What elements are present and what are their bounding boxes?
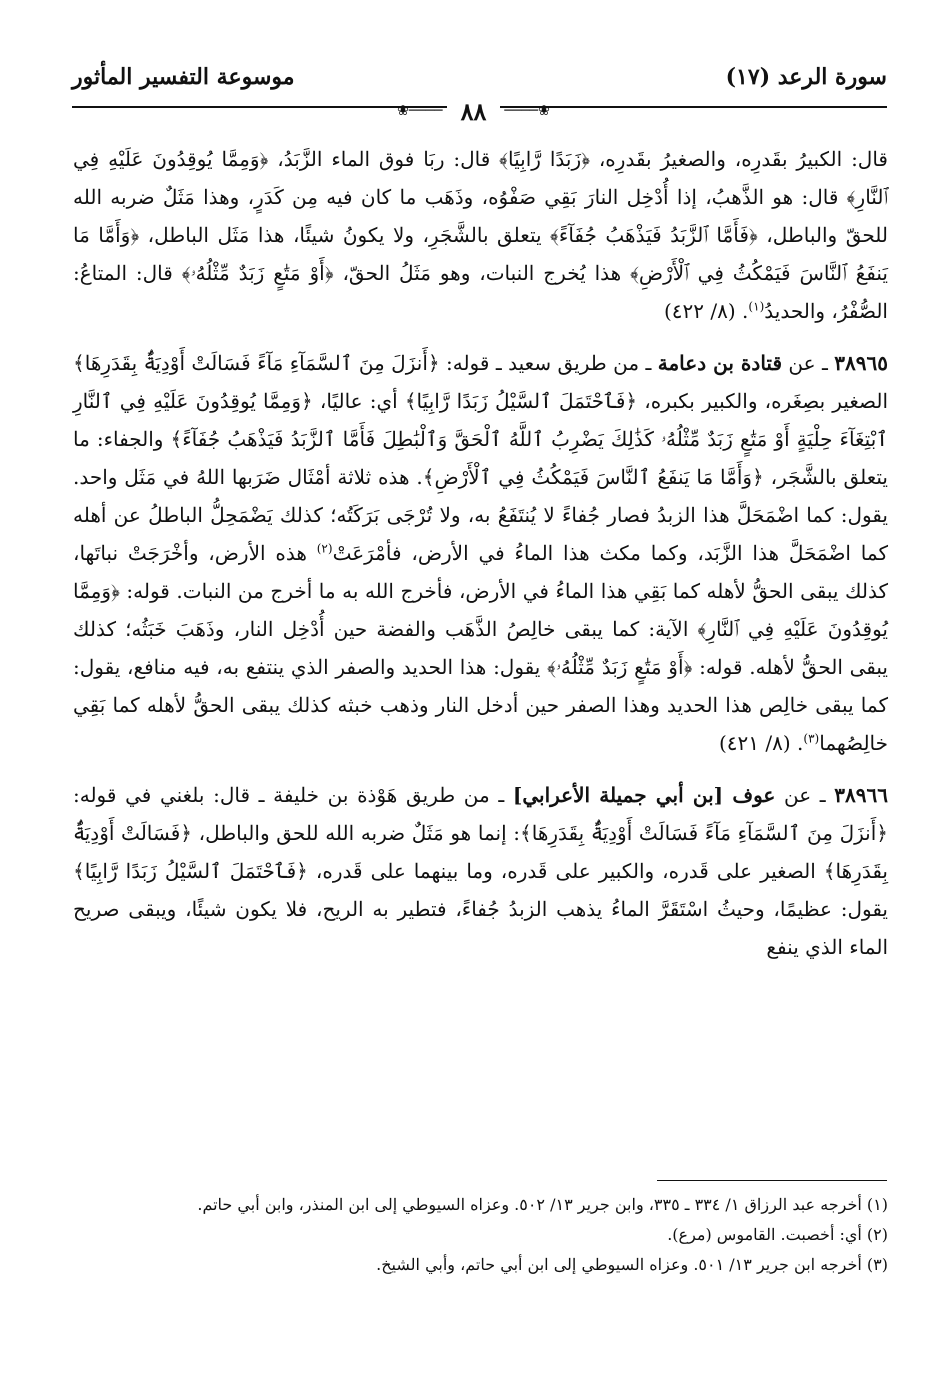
footnotes xyxy=(73,1190,888,1280)
hadith-number: ٣٨٩٦٥ xyxy=(834,351,888,375)
surah-title: سورة الرعد (١٧) xyxy=(725,64,887,90)
hadith-entry xyxy=(73,776,888,966)
footnote-marker: (٣) xyxy=(803,731,820,746)
page-number-bar xyxy=(0,96,947,126)
footnote-1: (١) أخرجه عبد الرزاق ١/ ٣٣٤ ـ ٣٣٥، وابن جرير ١٣/ ٥٠٢. وعزاه السيوطي إلى ابن المنذر، وابن أبي حاتم. xyxy=(197,1195,888,1214)
hadith-text: ـ عن xyxy=(782,351,835,375)
narrator-name: عوف [بن أبي جميلة الأعرابي] xyxy=(512,783,776,807)
paragraph-continuation xyxy=(73,140,888,330)
hadith-entry xyxy=(73,344,888,762)
narrator-name: قتادة بن دعامة xyxy=(657,351,783,375)
hadith-number: ٣٨٩٦٦ xyxy=(834,783,889,807)
footnote-marker: (٢) xyxy=(316,541,333,556)
volume-reference: . (٨/ ٤٢٢) xyxy=(663,299,749,323)
ornament-left-icon: ❀──── xyxy=(397,103,443,119)
page-body xyxy=(73,140,888,980)
footnote-marker: (١) xyxy=(748,299,765,314)
book-title: موسوعة التفسير المأثور xyxy=(72,64,295,90)
paragraph-text: قال: الكبيرُ بقَدرِه، والصغيرُ بقَدرِه، ﴿زَبَدًا رَّابِيًا﴾ قال: ربَا فوق الماء الزَّبَدُ، ﴿وَمِمَّا يُوقِدُونَ عَلَيْهِ فِي ٱلنَّارِ﴾ قال: هو الذَّهبُ، إذا أُدْخِل النارَ بَقِي صَفْوُه، وذَهَب ما كان فيه مِن كَدَرٍ، وهذا مَثَلٌ ضربه الله للحقّ والباطل، ﴿فَأَمَّا ٱلزَّبَدُ فَيَذْهَبُ جُفَآءً﴾ يتعلق بالشَّجَرِ، ولا يكونُ شيئًا، هذا مَثَل الباطل، ﴿وَأَمَّا مَا يَنفَعُ ٱلنَّاسَ فَيَمْكُثُ فِي ٱلْأَرْضِ﴾ هذا يُخرج النبات، وهو مَثَلُ الحقّ، ﴿أَوْ مَتَٰعٍ زَبَدٌ مِّثْلُهُۥ﴾ قال: المتاعُ: الصُّفْرُ، والحديدُ xyxy=(73,147,888,323)
hadith-text: ـ من طريق هَوْذة بن خليفة ـ قال: بلغني في قوله: ﴿أَنزَلَ مِنَ ٱلسَّمَآءِ مَآءً فَسَالَتْ أَوْدِيَةٌۢ بِقَدَرِهَا﴾: إنما هو مَثَلٌ ضربه الله للحق والباطل، ﴿فَسَالَتْ أَوْدِيَةٌۢ بِقَدَرِهَا﴾ الصغير على قَدره، والكبير على قَدره، وما بينهما على قَدره، ﴿فَٱحْتَمَلَ ٱلسَّيْلُ زَبَدًا رَّابِيًا﴾ يقول: عظيمًا، وحيثُ اسْتَقَرَّ الماءُ يذهب الزبدُ جُفاءً، فتطير به الريح، فلا يكون شيئًا، ويبقى صريح الماء الذي ينفع xyxy=(73,783,888,959)
volume-reference: . (٨/ ٤٢١) xyxy=(718,731,804,755)
page-number: ٨٨ xyxy=(447,97,501,126)
hadith-text: هذه الأرض، وأخْرَجَتْ نباتَها، كذلك يبقى الحقُّ لأهله كما بَقِي هذا الماءُ في الأرض، فأخرج الله به ما أخرج من النبات. قوله: ﴿وَمِمَّا يُوقِدُونَ عَلَيْهِ فِي ٱلنَّارِ﴾ الآية: كما يبقى خالِصُ الذَّهَب والفضة حين أُدْخِل النار، وذَهَبَ خَبَثُه؛ كذلك يبقى الحقُّ لأهله. قوله: ﴿أَوْ مَتَٰعٍ زَبَدٌ مِّثْلُهُۥ﴾ يقول: هذا الحديد والصفر الذي ينتفع به، فيه منافع، يقول: كما يبقى خالِص هذا الحديد وهذا الصفر حين أدخل النار وذهب خبثه كذلك يبقى الحقُّ لأهله كما بَقِي خالِصُهما xyxy=(73,541,888,755)
footnote-2: (٢) أي: أخصبت. القاموس (مرع). xyxy=(667,1225,888,1244)
hadith-text: ـ من طريق سعيد ـ قوله: ﴿أَنزَلَ مِنَ ٱلسَّمَآءِ مَآءً فَسَالَتْ أَوْدِيَةٌۢ بِقَدَرِهَا﴾ الصغير بصِغَره، والكبير بكبره، ﴿فَٱحْتَمَلَ ٱلسَّيْلُ زَبَدًا رَّابِيًا﴾ أي: عاليًا، ﴿وَمِمَّا يُوقِدُونَ عَلَيْهِ فِي ٱلنَّارِ ٱبْتِغَآءَ حِلْيَةٍ أَوْ مَتَٰعٍ زَبَدٌ مِّثْلُهُۥ كَذَٰلِكَ يَضْرِبُ ٱللَّهُ ٱلْحَقَّ وَٱلْبَٰطِلَ فَأَمَّا ٱلزَّبَدُ فَيَذْهَبُ جُفَآءً﴾ والجفاء: ما يتعلق بالشَّجَر، ﴿وَأَمَّا مَا يَنفَعُ ٱلنَّاسَ فَيَمْكُثُ فِي ٱلْأَرْضِ﴾. هذه ثلاثة أمْثَال ضَرَبها اللهُ في مَثَل واحد. يقول: كما اضْمَحَلَّ هذا الزبدُ فصار جُفاءً لا يُنتَفَعُ به، ولا تُرْجَى بَرَكَتُه؛ كذلك يَضْمَحِلُّ الباطلُ عن أهله كما اضْمَحَلَّ هذا الزَّبَد، وكما مكث هذا الماءُ في الأرض، فأمْرَعَتْ xyxy=(73,351,888,565)
footnote-3: (٣) أخرجه ابن جرير ١٣/ ٥٠١. وعزاه السيوطي إلى ابن أبي حاتم، وأبي الشيخ. xyxy=(376,1255,888,1274)
hadith-text: ـ عن xyxy=(775,783,835,807)
footnote-rule xyxy=(657,1180,887,1181)
ornament-right-icon: ────❀ xyxy=(504,103,550,119)
